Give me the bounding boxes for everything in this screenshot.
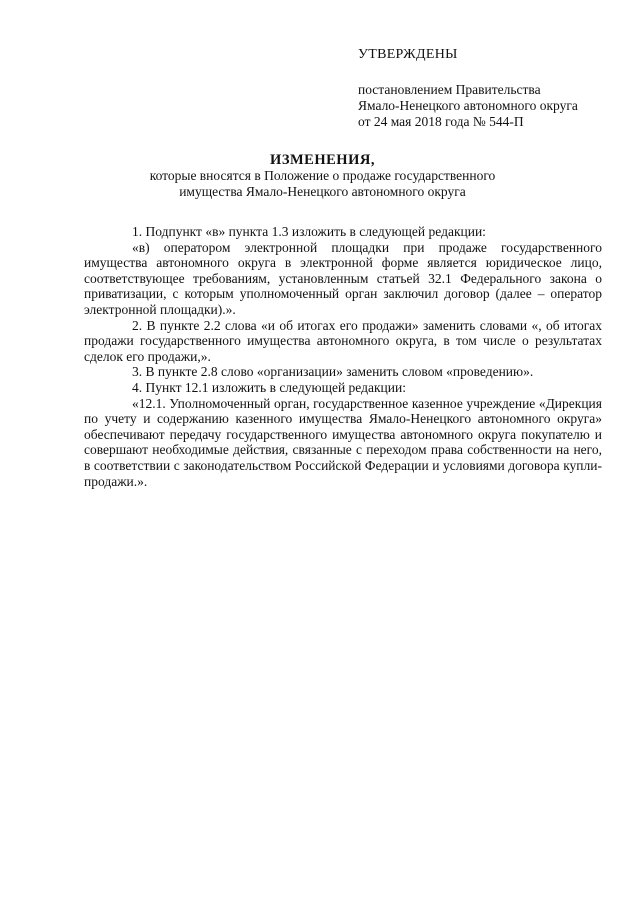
paragraph-item-4: 4. Пункт 12.1 изложить в следующей редакции: <box>132 379 406 395</box>
document-body <box>84 224 602 489</box>
document-title: ИЗМЕНЕНИЯ, <box>270 152 375 168</box>
document-heading <box>60 152 585 200</box>
paragraph-item-1: 1. Подпункт «в» пункта 1.3 изложить в следующей редакции: <box>132 224 486 239</box>
paragraph-item-3: 3. В пункте 2.8 слово «организации» заменить словом «проведению». <box>132 364 534 380</box>
paragraph-item-1-text: «в) оператором электронной площадки при продаже государственного имущества автономного округа в электронной форме является юридическое лицо, соответствующее требованиям, установленным статьей 32.1 Федерального закона о приватизации, с которым уполномоченный орган заключил договор (далее – оператор электронной площадки).». <box>84 239 602 317</box>
paragraph-item-4-text: «12.1. Уполномоченный орган, государственное казенное учреждение «Дирекция по учету и содержанию казенного имущества Ямало-Ненецкого автономного округа» обеспечивают передачу государственного имущества автономного округа покупателю и совершают необходимые действия, связанные с переходом права собственности на него, в соответствии с законодательством Российской Федерации и условиями договора купли-продажи.». <box>84 395 602 489</box>
document-subtitle-line-1: которые вносятся в Положение о продаже государственного <box>149 168 496 183</box>
paragraph-item-2: 2. В пункте 2.2 слова «и об итогах его продажи» заменить словами «, об итогах продажи государственного имущества автономного округа, в том числе о результатах сделок его продажи,». <box>84 317 602 364</box>
document-subtitle-line-2: имущества Ямало-Ненецкого автономного округа <box>179 184 466 199</box>
approval-line-2: Ямало-Ненецкого автономного округа <box>358 98 578 113</box>
approval-line-1: постановлением Правительства <box>358 82 541 97</box>
approval-block <box>358 47 628 130</box>
approval-stamp-title: УТВЕРЖДЕНЫ <box>358 47 458 62</box>
approval-line-3: от 24 мая 2018 года № 544-П <box>358 114 524 129</box>
